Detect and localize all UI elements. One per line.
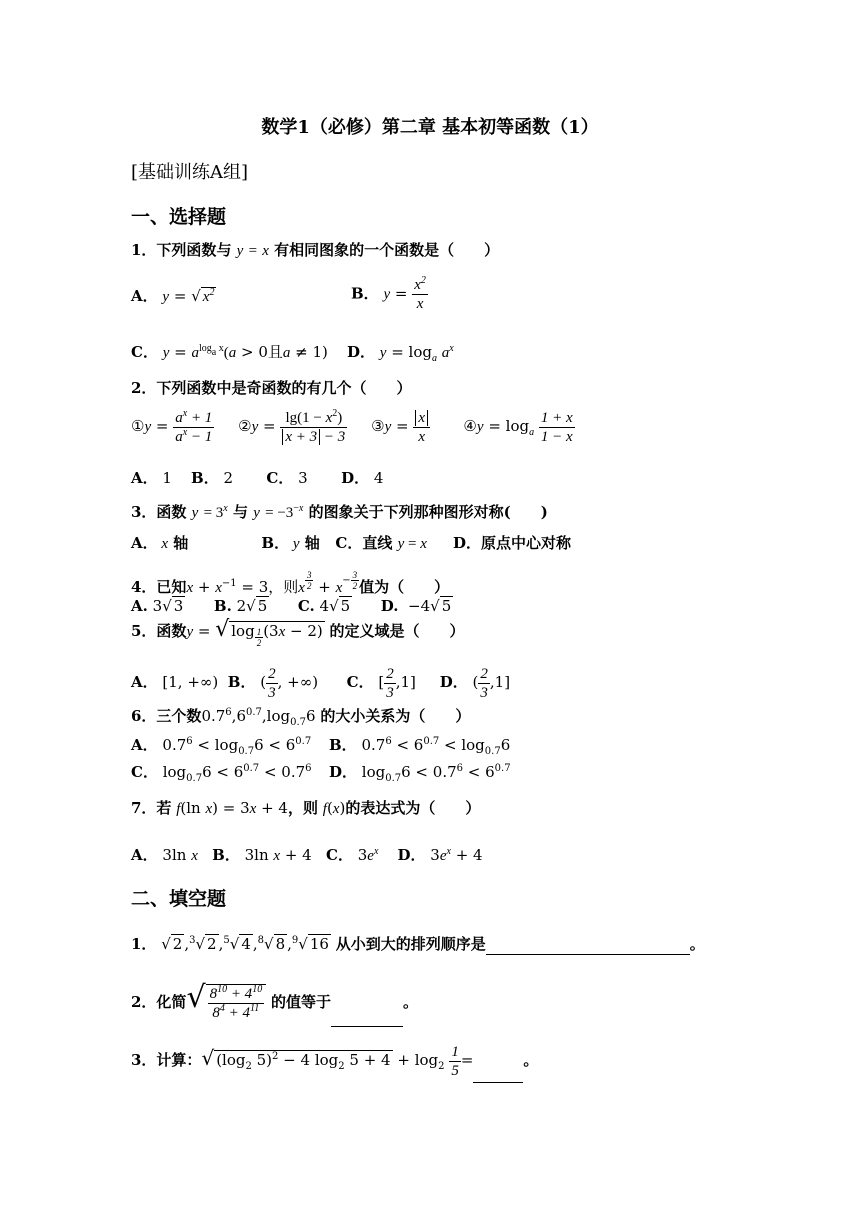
fill-2-prefix: 2．化简 [131,993,187,1011]
fill-2: 2．化简√ $\frac{8^{10} + 4^{10}}{8^4 + 4^{11}}$ 的值等于 。 [131,974,418,1027]
section-heading-fill: 二、填空题 [131,888,227,910]
question-6-option-d: D． $\log_{0.7}6 < 0.7^6 < 6^{0.7}$ [329,763,511,784]
fill-1-end: 。 [689,935,705,953]
fill-3-blank[interactable] [473,1038,523,1083]
page-title: 数学1（必修）第二章 基本初等函数（1） [261,117,599,138]
question-4-stem: 4．已知$x + x^{-1} = 3$，则x $^{\frac{3}{2}}$ + $x^{- \frac{3}{2}}$ 值为（ ） [131,570,450,596]
fill-1-blank[interactable] [486,934,690,955]
question-1-option-a: A． y = √ $x^2$ [131,287,215,305]
question-3-stem: 3．函数 $y = 3^x$ 与 $y = -3^{-x}$ 的图象关于下列那种图形对称( ) [131,503,548,521]
question-2-stem: 2．下列函数中是奇函数的有几个（ ） [131,379,412,397]
question-1-option-c: C． $y = a^{log_a x}(a > 0$且a ≠ 1) D． $y = \log_a a^x$ [131,343,454,364]
question-2-functions: ①y = $\frac{a^x + 1}{a^x - 1}$ ②y = $\frac{\lg(1 - x^2)}{x + 3 - 3}$ ③y = $\frac{x}{x}$ ④y = $\log_a$ $\frac{1 + x}{1 - x}$ [131,407,573,445]
fill-2-text: 的值等于 [270,993,331,1011]
question-4-options: A. 3√ 3 B. 2√ 5 C. 4√ 5 D. −4√ 5 [131,597,452,615]
fill-1: 1． √ 2 ,$^3$√ 2 ,$^5$√ 4 ,$^8$√ 8 ,$^9$√ 16 从小到大的排列顺序是 。 [131,935,705,953]
question-7-options: A． 3ln x B． 3ln x + 4 C． $3e^x$ D． $3e^x + 4$ [131,846,483,864]
section-heading-choice: 一、选择题 [131,206,227,228]
fill-3-end: 。 [523,1051,539,1069]
question-1-option-b: B． y = $\frac{x^2}{x}$ [351,275,426,312]
question-6-option-a: A． $0.7^6 < \log_{0.7}6 < 6^{0.7}$ [131,736,312,757]
question-1-stem: 1．下列函数与 y = x 有相同图象的一个函数是（ ） [131,241,500,259]
question-3-options: A． x 轴 B． y 轴 C．直线 y = x D．原点中心对称 [131,534,571,552]
question-5-stem: 5．函数y = √ log $_{\frac{1}{2}}$ (3x − 2) 的定义域是（ ） [131,617,465,648]
question-6-option-c: C． $\log_{0.7}6 < 6^{0.7} < 0.7^6$ [131,763,312,784]
question-7-stem: 7．若 f(ln x) = 3x + 4，则 f(x)的表达式为（ ） [131,799,481,817]
fill-3-prefix: 3．计算： [131,1051,202,1069]
question-6-stem: 6．三个数$0.7^6,6^{0.7},\log_{0.7}6$ 的大小关系为（ ） [131,707,471,728]
fill-2-blank[interactable] [331,978,403,1027]
question-6-option-b: B． $0.7^6 < 6^{0.7} < \log_{0.7}6$ [329,736,511,757]
question-5-options: A． [1, +∞) B． ( $\frac{2}{3}$ , +∞) C． [ $\frac{2}{3}$ ,1] D． ( $\frac{2}{3}$ ,1] [131,665,511,701]
fill-2-end: 。 [402,993,418,1011]
question-2-options: A． 1 B． 2 C． 3 D． 4 [131,469,384,487]
group-label: [基础训练A组] [131,162,249,183]
fill-3: 3．计算：√ ($\log_2$ 5)$^2$ − 4 $\log_2 5 + 4 + \log_2$ $\frac{1}{5}$ = 。 [131,1036,538,1083]
fill-1-text: 从小到大的排列顺序是 [335,935,486,953]
